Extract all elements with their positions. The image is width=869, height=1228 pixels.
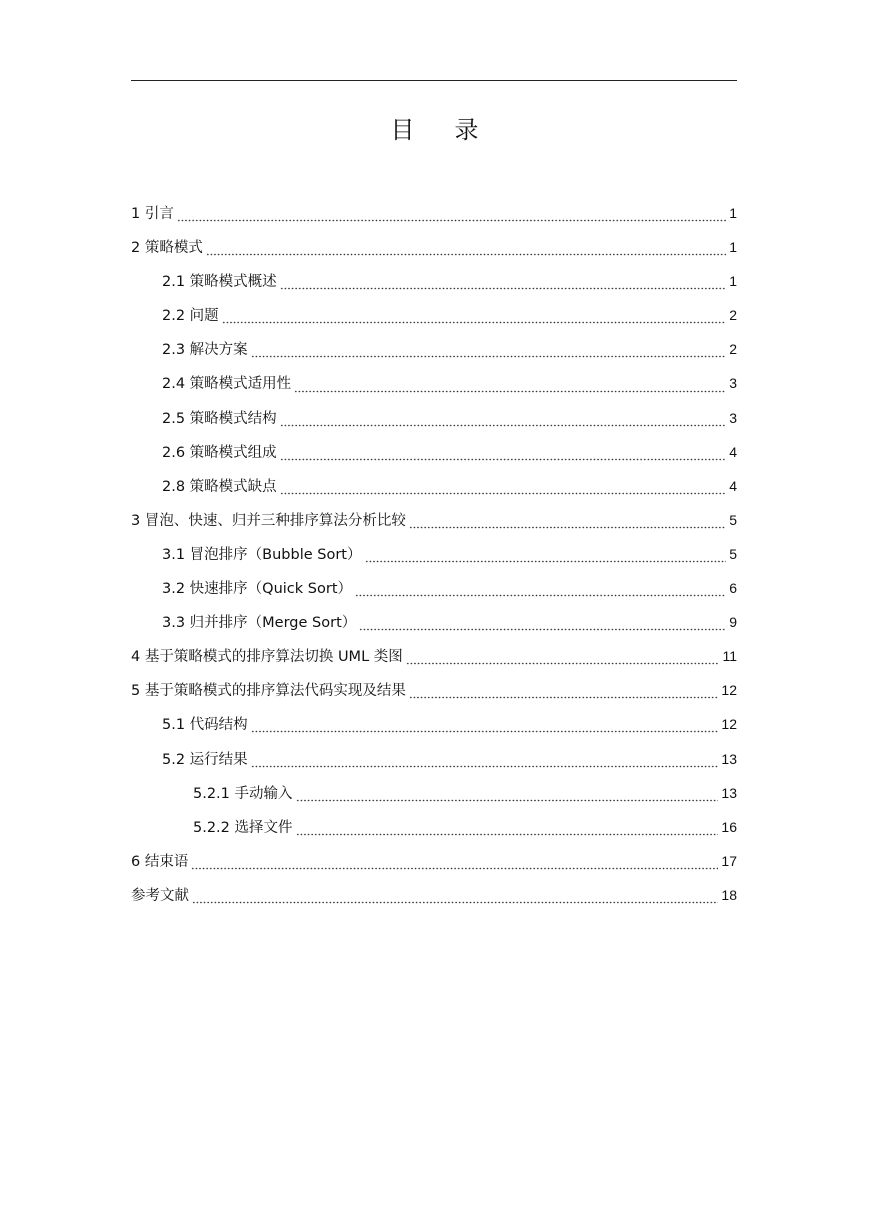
table-of-contents	[131, 196, 737, 912]
toc-entry[interactable]	[131, 366, 737, 400]
toc-dot-leader	[206, 242, 726, 256]
toc-entry[interactable]	[131, 639, 737, 673]
toc-dot-leader	[359, 617, 726, 631]
toc-entry-label: 5.1 代码结构	[162, 717, 248, 734]
toc-dot-leader	[280, 276, 727, 290]
toc-entry-page-number: 2	[729, 307, 737, 324]
toc-entry-label: 参考文献	[131, 887, 189, 904]
toc-dot-leader	[296, 788, 719, 802]
toc-dot-leader	[192, 890, 718, 904]
toc-entry-label: 3.2 快速排序（Quick Sort）	[162, 581, 353, 598]
toc-entry-page-number: 13	[721, 750, 737, 767]
page-title	[0, 110, 869, 145]
toc-entry[interactable]	[131, 707, 737, 741]
toc-entry[interactable]	[131, 571, 737, 605]
toc-dot-leader	[365, 549, 727, 563]
toc-entry-page-number: 5	[729, 511, 737, 528]
toc-entry-page-number: 4	[729, 477, 737, 494]
toc-entry-label: 3 冒泡、快速、归并三种排序算法分析比较	[131, 512, 406, 529]
toc-entry-page-number: 2	[729, 341, 737, 358]
toc-entry-page-number: 11	[722, 648, 737, 665]
toc-entry[interactable]	[131, 776, 737, 810]
toc-entry-label: 2.6 策略模式组成	[162, 444, 277, 461]
toc-dot-leader	[222, 310, 727, 324]
toc-dot-leader	[280, 447, 727, 461]
toc-dot-leader	[251, 754, 719, 768]
toc-entry-page-number: 4	[729, 443, 737, 460]
toc-dot-leader	[294, 379, 726, 393]
toc-dot-leader	[355, 583, 726, 597]
toc-entry-label: 2.8 策略模式缺点	[162, 478, 277, 495]
toc-entry-label: 2.4 策略模式适用性	[162, 376, 292, 393]
toc-entry-label: 2.3 解决方案	[162, 342, 248, 359]
toc-entry-page-number: 1	[729, 273, 737, 290]
toc-dot-leader	[409, 685, 719, 699]
toc-entry[interactable]	[131, 469, 737, 503]
toc-entry-page-number: 12	[721, 716, 737, 733]
toc-dot-leader	[251, 344, 727, 358]
toc-entry-page-number: 6	[729, 580, 737, 597]
toc-entry-page-number: 13	[721, 784, 737, 801]
toc-entry[interactable]	[131, 605, 737, 639]
toc-entry-page-number: 3	[729, 409, 737, 426]
toc-dot-leader	[280, 481, 727, 495]
toc-entry[interactable]	[131, 332, 737, 366]
toc-entry-label: 5.2.1 手动输入	[193, 785, 293, 802]
toc-entry-label: 1 引言	[131, 206, 174, 222]
toc-entry[interactable]	[131, 537, 737, 571]
toc-entry-label: 4 基于策略模式的排序算法切换 UML 类图	[131, 649, 403, 666]
toc-entry-page-number: 1	[729, 239, 737, 256]
toc-entry-page-number: 17	[721, 852, 737, 869]
toc-dot-leader	[409, 515, 726, 529]
toc-entry-label: 2.2 问题	[162, 308, 219, 325]
toc-entry-label: 3.3 归并排序（Merge Sort）	[162, 615, 357, 632]
toc-entry[interactable]	[131, 264, 737, 298]
toc-entry-label: 5.2 运行结果	[162, 751, 248, 768]
toc-dot-leader	[406, 651, 720, 665]
toc-entry-page-number: 16	[721, 818, 737, 835]
toc-entry-page-number: 18	[721, 886, 737, 903]
toc-entry-label: 3.1 冒泡排序（Bubble Sort）	[162, 546, 362, 563]
toc-entry[interactable]	[131, 844, 737, 878]
toc-dot-leader	[191, 856, 718, 870]
toc-entry[interactable]	[131, 230, 737, 264]
toc-entry-label: 6 结束语	[131, 853, 189, 870]
toc-entry[interactable]	[131, 196, 737, 230]
toc-entry[interactable]	[131, 810, 737, 844]
toc-entry-label: 2 策略模式	[131, 240, 203, 257]
toc-dot-leader	[251, 719, 719, 733]
toc-entry[interactable]	[131, 673, 737, 707]
toc-entry[interactable]	[131, 742, 737, 776]
toc-entry-page-number: 9	[729, 614, 737, 631]
page-title-char: 目	[390, 116, 415, 144]
toc-entry-label: 5.2.2 选择文件	[193, 819, 293, 836]
toc-entry-page-number: 5	[729, 545, 737, 562]
toc-entry[interactable]	[131, 435, 737, 469]
toc-entry-label: 5 基于策略模式的排序算法代码实现及结果	[131, 683, 406, 700]
toc-entry[interactable]	[131, 878, 737, 912]
toc-entry-page-number: 3	[729, 375, 737, 392]
toc-entry[interactable]	[131, 401, 737, 435]
toc-entry-label: 2.5 策略模式结构	[162, 410, 277, 427]
toc-entry[interactable]	[131, 503, 737, 537]
toc-dot-leader	[280, 413, 727, 427]
toc-dot-leader	[177, 208, 726, 222]
page-title-char: 录	[454, 116, 479, 144]
toc-entry[interactable]	[131, 298, 737, 332]
toc-entry-page-number: 12	[721, 682, 737, 699]
header-rule	[131, 80, 737, 81]
toc-dot-leader	[296, 822, 719, 836]
toc-entry-label: 2.1 策略模式概述	[162, 274, 277, 291]
toc-entry-page-number: 1	[729, 205, 737, 221]
